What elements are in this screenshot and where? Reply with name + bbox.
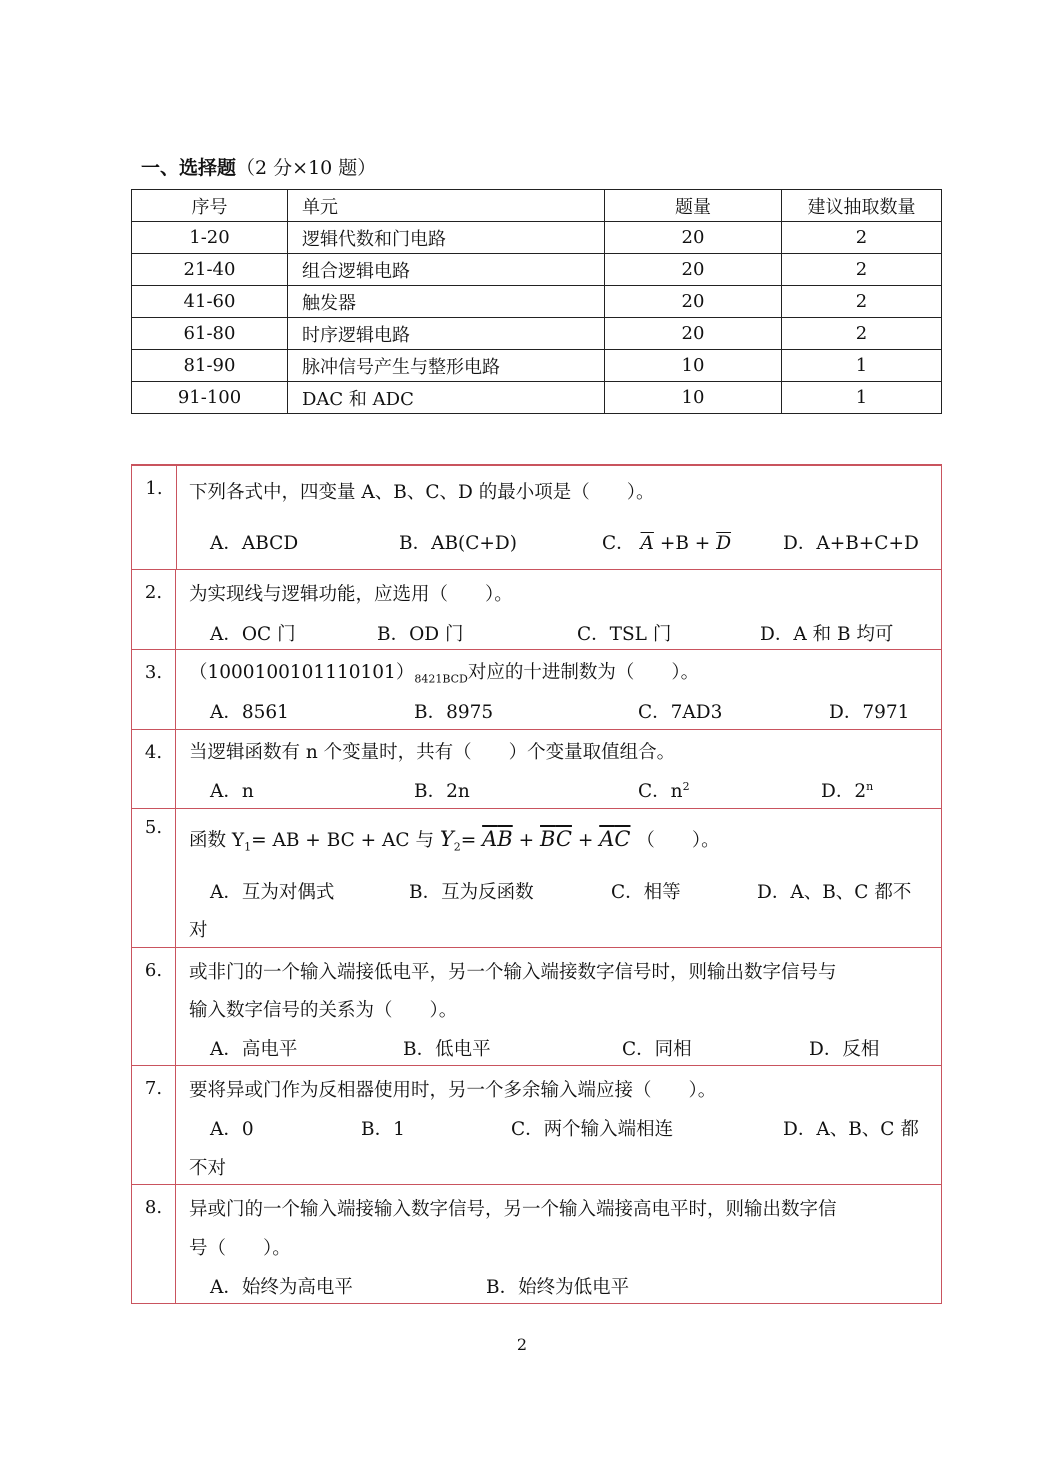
option-b: B．始终为低电平 [486,1277,630,1298]
option-d-text: D．2 [821,781,867,802]
table-row [132,382,942,414]
option-b: B．低电平 [403,1039,491,1060]
option-c: C．7AD3 [638,702,723,723]
question-4 [131,730,942,809]
table-row [132,350,942,382]
section-title [141,153,376,180]
header-no: 序号 [132,190,288,222]
option-d: D．A+B+C+D [783,533,919,554]
plus-sign: + [577,830,594,851]
question-list [131,464,942,1298]
table-row [132,222,942,254]
cell-unit: 触发器 [288,286,605,318]
option-c-text: C．n [638,781,683,802]
question-stem [189,826,720,854]
term-3-b: $\overline{C}$ [614,827,631,851]
option-a: A．高电平 [210,1039,298,1060]
option-continuation: 不对 [189,1158,227,1179]
cell-no: 1-20 [132,222,288,254]
option-c-term1: $\overline{A}$ [640,533,654,554]
term-1-a: $\overline{A}$ [482,827,498,851]
question-number: 6. [131,948,176,1065]
stem-rest: 对应的十进制数为（ ）。 [467,662,700,683]
cell-count: 20 [605,318,782,350]
option-a: A．ABCD [210,533,299,554]
option-b: B．2n [414,781,470,802]
table-header-row [132,190,942,222]
stem-term-3 [599,827,630,851]
stem-equals: = [460,830,477,851]
stem-subscript: 8421BCD [414,672,468,686]
term-2-b: $\overline{C}$ [555,827,572,851]
section-title-rest: （2 分×10 题） [236,157,377,179]
stem-term-2 [540,827,572,851]
cell-count: 20 [605,286,782,318]
table-row [132,318,942,350]
table-row [132,254,942,286]
stem-y1: 函数 Y [189,830,245,851]
cell-suggested: 2 [782,222,942,254]
cell-count: 20 [605,222,782,254]
term-2-a: $\overline{B}$ [540,827,556,851]
option-a: A．8561 [210,702,289,723]
page-number: 2 [516,1335,528,1354]
cell-count: 10 [605,382,782,414]
cell-no: 21-40 [132,254,288,286]
option-a: A．OC 门 [210,624,296,645]
header-count: 题量 [605,190,782,222]
option-c-superscript: 2 [682,779,690,793]
option-b: B．OD 门 [377,624,464,645]
question-7 [131,1066,942,1185]
cell-count: 20 [605,254,782,286]
question-1 [131,466,942,570]
question-8 [131,1185,942,1304]
question-stem: 下列各式中，四变量 A、B、C、D 的最小项是（ ）。 [189,482,655,503]
cell-suggested: 1 [782,350,942,382]
question-number: 1. [132,466,177,569]
cell-unit: DAC 和 ADC [288,382,605,414]
header-unit: 单元 [288,190,605,222]
cell-no: 91-100 [132,382,288,414]
stem-code: （1000100101110101） [189,662,415,683]
question-number: 7. [131,1066,176,1184]
term-3-a: $\overline{A}$ [599,827,615,851]
question-number: 2. [131,570,176,649]
option-d [821,777,873,803]
question-2 [131,570,942,650]
option-b: B．互为反函数 [409,882,534,903]
option-d-superscript: n [866,779,874,793]
stem-term-1 [482,827,513,851]
option-d: D．A、B、C 都 [783,1119,919,1140]
option-b: B．8975 [414,702,494,723]
cell-suggested: 2 [782,286,942,318]
stem-y2: Y [439,827,454,851]
option-d: D．反相 [809,1039,880,1060]
plus-sign: + [518,830,535,851]
option-a: A．n [210,781,254,802]
cell-unit: 时序逻辑电路 [288,318,605,350]
option-c: C．同相 [622,1039,692,1060]
question-stem: 为实现线与逻辑功能，应选用（ ）。 [189,584,513,605]
cell-unit: 组合逻辑电路 [288,254,605,286]
cell-count: 10 [605,350,782,382]
stem-end: （ ）。 [636,830,720,851]
section-title-bold: 一、选择题 [141,157,237,179]
cell-suggested: 2 [782,254,942,286]
option-continuation: 对 [189,920,208,941]
cell-unit: 脉冲信号产生与整形电路 [288,350,605,382]
option-c-label: C． [602,533,635,554]
cell-unit: 逻辑代数和门电路 [288,222,605,254]
question-stem-line-1: 或非门的一个输入端接低电平，另一个输入端接数字信号时，则输出数字信号与 [189,962,837,983]
question-number: 3. [131,650,176,729]
question-number: 8. [131,1185,176,1303]
question-3 [131,650,942,730]
option-d: D．7971 [829,702,910,723]
question-stem: 当逻辑函数有 n 个变量时，共有（ ）个变量取值组合。 [189,742,676,763]
option-c-term2: $\overline{D}$ [716,533,732,554]
option-c [638,777,690,803]
stem-expression: = AB + BC + AC 与 [251,830,434,851]
table-row [132,286,942,318]
cell-no: 61-80 [132,318,288,350]
question-stem-line-2: 号（ ）。 [189,1238,291,1259]
option-a: A．互为对偶式 [210,882,335,903]
question-stem [189,658,699,686]
option-d: D．A、B、C 都不 [757,882,912,903]
question-stem-line-2: 输入数字信号的关系为（ ）。 [189,1000,458,1021]
term-1-b: $\overline{B}$ [497,827,513,851]
option-c [602,529,731,555]
option-c: C．两个输入端相连 [511,1119,674,1140]
question-6 [131,948,942,1066]
question-number: 5. [131,809,176,947]
cell-no: 81-90 [132,350,288,382]
option-a: A．始终为高电平 [210,1277,353,1298]
option-c-mid: +B + [659,533,711,554]
cell-suggested: 1 [782,382,942,414]
option-a: A．0 [210,1119,254,1140]
unit-summary-table [131,189,942,414]
question-stem: 要将异或门作为反相器使用时，另一个多余输入端应接（ ）。 [189,1080,717,1101]
option-b: B．AB(C+D) [399,533,517,554]
option-c: C．相等 [611,882,681,903]
option-d: D．A 和 B 均可 [760,624,894,645]
question-5 [131,809,942,948]
question-number: 4. [131,730,176,808]
option-c: C．TSL 门 [577,624,672,645]
question-stem-line-1: 异或门的一个输入端接输入数字信号，另一个输入端接高电平时，则输出数字信 [189,1199,837,1220]
stem-y2-subscript: 2 [453,840,461,854]
option-b: B．1 [361,1119,405,1140]
header-suggested: 建议抽取数量 [782,190,942,222]
stem-y1-subscript: 1 [244,840,252,854]
cell-suggested: 2 [782,318,942,350]
cell-no: 41-60 [132,286,288,318]
